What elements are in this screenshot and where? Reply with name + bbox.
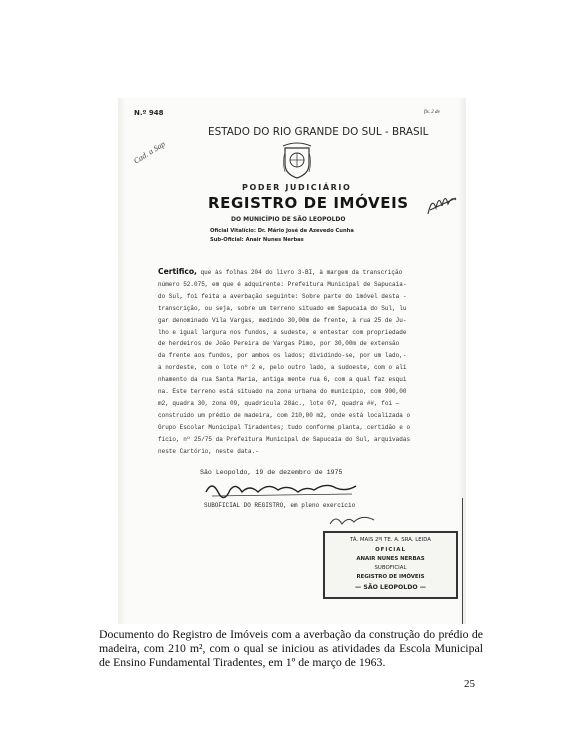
officer-line: Oficial Vitalício: Dr. Mário José de Azevedo Cunha xyxy=(210,228,354,234)
document-number: N.º 948 xyxy=(134,109,164,117)
official-stamp xyxy=(323,531,458,599)
scan-edge-line xyxy=(462,498,463,624)
body-line: gar denominado Vila Vargas, medindo 30,00m de frente, à rua 25 de Ju- xyxy=(158,316,407,324)
signature-mark xyxy=(426,190,460,218)
body-line: neste Cartório, neste data.- xyxy=(158,447,259,455)
date-line: São Leopoldo, 19 de dezembro de 1975 xyxy=(200,469,343,476)
court-name: PODER JUDICIÁRIO xyxy=(242,183,352,192)
sub-officer-line: Sub-Oficial: Anair Nunes Nerbas xyxy=(210,237,304,243)
stamp-line: REGISTRO DE IMÓVEIS xyxy=(356,574,425,580)
body-line: fício, nº 25/75 da Prefeitura Municipal de Sapucaia do Sul, arquivadas xyxy=(158,435,411,443)
body-line: m2, quadra 30, zona 09, quadrícula 28ác., lote 07, quadra ##, foi — xyxy=(158,399,400,407)
certificate-body xyxy=(158,266,456,458)
registrar-signature xyxy=(202,478,362,500)
initials-mark xyxy=(328,512,378,528)
stamp-line: SUBOFICIAL xyxy=(374,565,407,571)
body-line: construído um prédio de madeira, com 210,00 m2, onde está localizada o xyxy=(158,411,411,419)
body-line: de herdeiros de João Pereira de Vargas Pimo, por 30,00m de extensão xyxy=(158,340,400,348)
registry-title: REGISTRO DE IMÓVEIS xyxy=(208,194,409,212)
certify-word: Certifico, xyxy=(158,267,197,276)
figure-caption: Documento do Registro de Imóveis com a averbação da construção do prédio de madeira, com 210 m², com o qual se iniciou as atividades da Escola Municipal de Ensino Fundamental Tiradentes, em 1º de março de 1963. xyxy=(99,627,483,669)
body-line: número 52.075, em que é adquirente: Prefeitura Municipal de Sapucaia- xyxy=(158,280,407,288)
body-line: Grupo Escolar Municipal Tiradentes; tudo conforme planta, certidão e o xyxy=(158,423,411,431)
handwritten-side-note: Cad. a Sap xyxy=(132,139,167,166)
stamp-line: OFICIAL xyxy=(375,547,406,553)
state-title: ESTADO DO RIO GRANDE DO SUL - BRASIL xyxy=(208,126,429,138)
scanned-registry-document xyxy=(118,98,466,624)
body-line: da frente aos fundos, por ambos os lados; dividindo-se, por um lado,- xyxy=(158,352,407,360)
page-number: 25 xyxy=(464,678,475,690)
municipality-name: DO MUNICÍPIO DE SÃO LEOPOLDO xyxy=(231,216,346,223)
coat-of-arms-icon xyxy=(281,142,313,180)
body-line: nhamento da rua Santa Maria, antiga mente rua 6, com a qual faz esqui xyxy=(158,376,407,384)
stamp-line: ANAIR NUNES NERBAS xyxy=(356,556,425,562)
stamp-line: — SÃO LEOPOLDO — xyxy=(355,584,426,591)
stamp-line: TÁ. MAIS 2ºl TE. A. SRA. LEIDA xyxy=(350,537,431,543)
suboficial-line: SUBOFICIAL DO REGISTRO, em pleno exercício xyxy=(204,502,356,509)
body-line: Certifico, que às folhas 204 do livro 3-BI, à margem da transcrição xyxy=(158,267,403,276)
body-line: lho e igual largura nos fundos, a sudeste, e entestar com propriedade xyxy=(158,328,407,336)
body-line: na. Este terreno está situado na zona urbana do município, com 900,00 xyxy=(158,388,407,396)
corner-mark: fls. 2 de xyxy=(424,110,440,115)
body-line: transcrição, ou seja, sobre um terreno situado em Sapucaia do Sul, lu xyxy=(158,304,407,312)
body-line: do Sul, foi feita a averbação seguinte: Sobre parte do imóvel desta - xyxy=(158,292,407,300)
body-line: a nordeste, com o lote nº 2 e, pelo outro lado, a sudoeste, com o ali xyxy=(158,364,407,372)
